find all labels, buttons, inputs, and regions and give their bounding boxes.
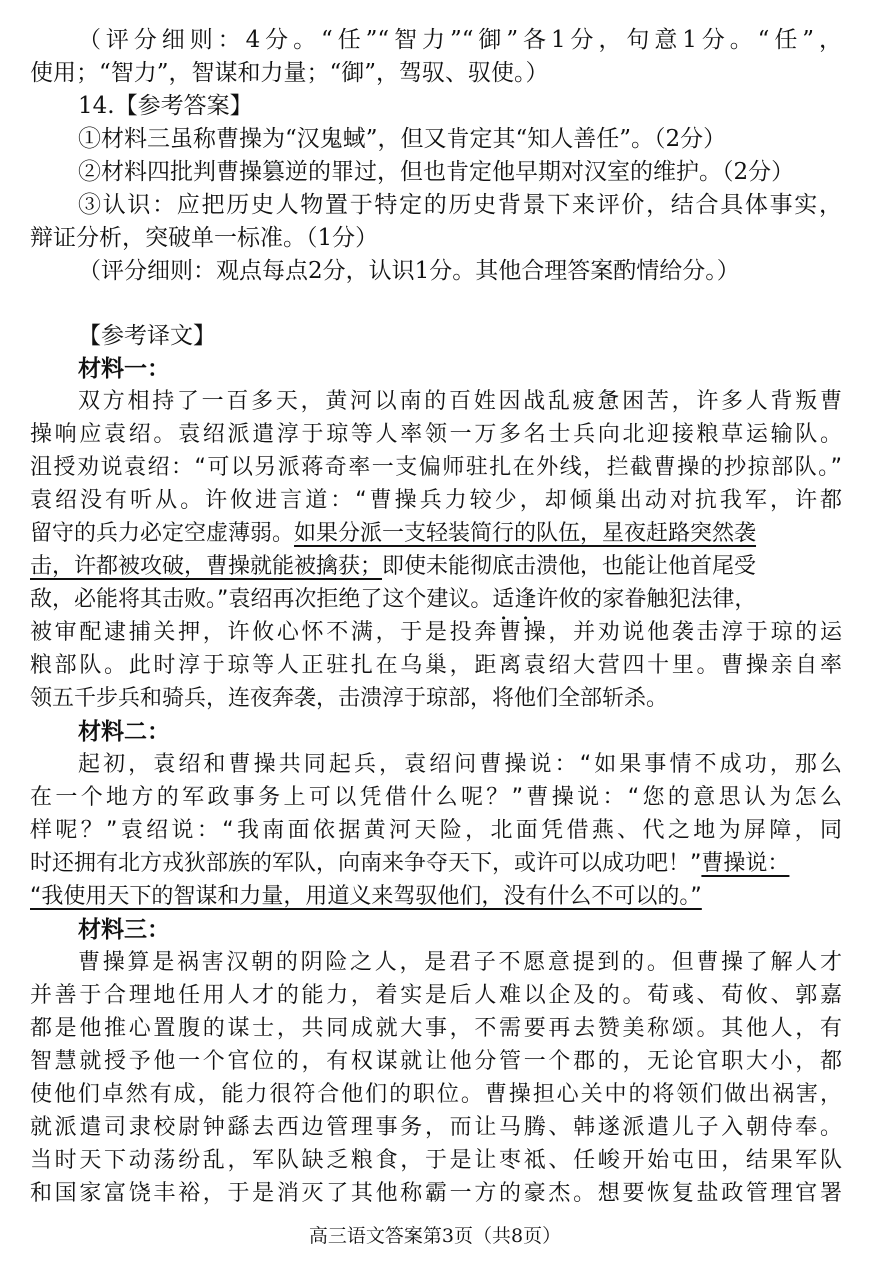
material-2-line [30, 848, 842, 881]
material-2-title: 材料二： [78, 718, 170, 745]
material-3-line: 并善于合理地任用人才的能力，着实是后人难以企及的。荀彧、荀攸、郭嘉 [30, 983, 842, 1008]
material-3-line: 都是他推心置腹的谋士，共同成就大事，不需要再去赞美称颂。其他人，有 [30, 1016, 842, 1041]
material-3-line: 使他们卓然有成，能力很符合他们的职位。曹操担心关中的将领们做出祸害， [30, 1082, 842, 1107]
emphasized-word: 适逢 [492, 587, 537, 612]
material-1-line: 双方相持了一百多天，黄河以南的百姓因战乱疲惫困苦，许多人背叛曹 [78, 389, 842, 414]
plain-text: 留守的兵力必定空虚薄弱。 [30, 521, 295, 546]
material-1-line: 袁绍没有听从。许攸进言道：“曹操兵力较少，却倾巢出动对抗我军，许都 [30, 488, 842, 513]
page-footer: 高三语文答案第3页（共8页） [308, 1225, 562, 1247]
material-2-line [30, 881, 842, 914]
material-2-line: 起初，袁绍和曹操共同起兵，袁绍问曹操说：“如果事情不成功，那么 [78, 752, 842, 777]
material-1-line: 领五千步兵和骑兵，连夜奔袭，击溃淳于琼部，将他们全部斩杀。 [30, 686, 669, 711]
translation-heading: 【参考译文】 [78, 323, 216, 349]
scoring-rule-line: （评分细则：4分。“任”“智力”“御”各1分，句意1分。“任”， [78, 27, 842, 53]
material-3-line: 当时天下动荡纷乱，军队缺乏粮食，于是让枣祗、任峻开始屯田，结果军队 [30, 1148, 842, 1173]
material-3-line: 和国家富饶丰裕，于是消灭了其他称霸一方的豪杰。想要恢复盐政管理官署 [30, 1181, 842, 1206]
answer-point: 辩证分析，突破单一标准。（1分） [30, 225, 379, 251]
material-1-line: 粮部队。此时淳于琼等人正驻扎在乌巢，距离袁绍大营四十里。曹操亲自率 [30, 653, 842, 678]
plain-text: 许攸的家眷触犯法律， [536, 587, 757, 612]
underlined-sentence: 曹操说： [701, 851, 790, 876]
scoring-rule-line: 使用；“智力”，智谋和力量；“御”，驾驭、驭使。） [30, 60, 549, 86]
material-3-line: 曹操算是祸害汉朝的阴险之人，是君子不愿意提到的。但曹操了解人才 [78, 950, 842, 975]
material-3-line: 就派遣司隶校尉钟繇去西边管理事务，而让马腾、韩遂派遣儿子入朝侍奉。 [30, 1115, 842, 1140]
scoring-rule-line: （评分细则：观点每点2分，认识1分。其他合理答案酌情给分。） [78, 258, 740, 284]
question-14-heading: 14.【参考答案】 [78, 93, 253, 119]
material-1-title: 材料一： [78, 355, 170, 382]
underlined-sentence: “我使用天下的智谋和力量，用道义来驾驭他们，没有什么不可以的。” [30, 884, 702, 909]
material-1-line: 被审配逮捕关押，许攸心怀不满，于是投奔曹操，并劝说他袭击淳于琼的运 [30, 620, 842, 645]
material-3-line: 智慧就授予他一个官位的，有权谋就让他分管一个郡的，无论官职大小，都 [30, 1049, 842, 1074]
material-1-line: 操响应袁绍。袁绍派遣淳于琼等人率领一万多名士兵向北迎接粮草运输队。 [30, 422, 842, 447]
material-3-title: 材料三： [78, 916, 170, 943]
answer-point: ①材料三虽称曹操为“汉鬼蜮”，但又肯定其“知人善任”。（2分） [78, 126, 727, 152]
material-1-line [30, 518, 842, 551]
answer-point: ③认识：应把历史人物置于特定的历史背景下来评价，结合具体事实， [78, 192, 842, 218]
underlined-sentence: 如果分派一支轻装简行的队伍，星夜赶路突然袭 [294, 521, 757, 546]
material-2-line: 在一个地方的军政事务上可以凭借什么呢？”曹操说：“您的意思认为怎么 [30, 785, 842, 810]
material-1-line: 沮授劝说袁绍：“可以另派蒋奇率一支偏师驻扎在外线，拦截曹操的抄掠部队。” [30, 455, 842, 480]
plain-text: 时还拥有北方戎狄部族的军队，向南来争夺天下，或许可以成功吧！” [30, 851, 702, 876]
plain-text: 即使未能彻底击溃他，也能让他首尾受 [382, 554, 757, 579]
material-1-line [30, 551, 842, 584]
material-2-line: 样呢？”袁绍说：“我南面依据黄河天险，北面凭借燕、代之地为屏障，同 [30, 818, 842, 843]
plain-text: 敌，必能将其击败。”袁绍再次拒绝了这个建议。 [30, 587, 493, 612]
underlined-sentence: 击，许都被攻破，曹操就能被擒获； [30, 554, 383, 579]
answer-point: ②材料四批判曹操篡逆的罪过，但也肯定他早期对汉室的维护。（2分） [78, 159, 795, 185]
